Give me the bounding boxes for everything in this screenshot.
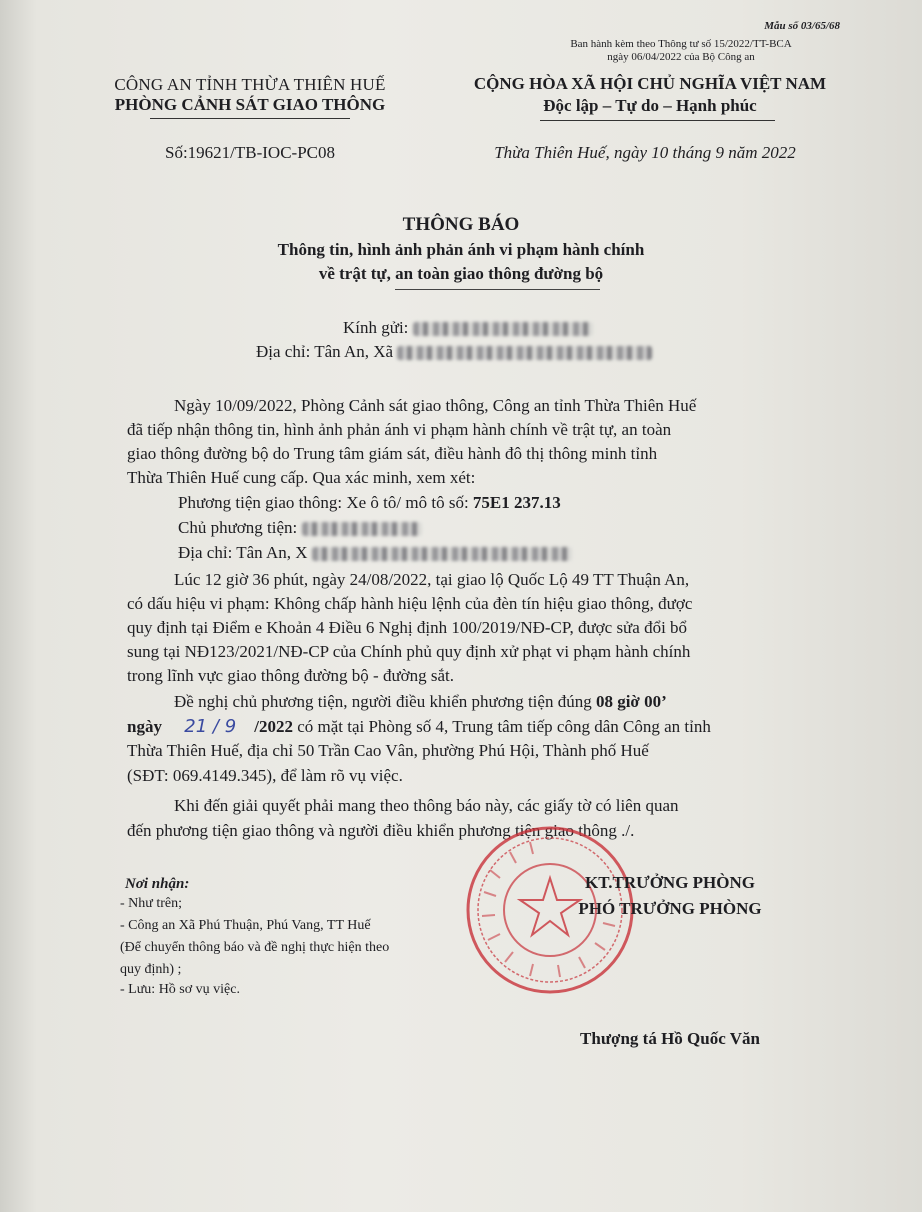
agency-name: PHÒNG CẢNH SÁT GIAO THÔNG [114, 95, 386, 114]
motto: Độc lập – Tự do – Hạnh phúc [543, 96, 757, 115]
redacted-address [397, 346, 652, 360]
vehicle-line [178, 493, 890, 513]
address-label: Địa chỉ: Tân An, Xã [256, 342, 394, 361]
signature-subtitle: PHÓ TRƯỞNG PHÒNG [578, 899, 762, 918]
body-line: giao thông đường bộ do Trung tâm giám sát, điều hành đô thị thông minh tỉnh [127, 444, 658, 463]
body-line: trong lĩnh vực giao thông đường bộ - đường sắt. [127, 666, 455, 685]
recipients-title: Nơi nhận: [125, 876, 190, 892]
body-line [174, 692, 886, 712]
recipients-item: (Để chuyển thông báo và đề nghị thực hiện theo [120, 940, 390, 955]
handwritten-date: 21 / 9 [184, 716, 237, 737]
body-line: sung tại NĐ123/2021/NĐ-CP của Chính phủ quy định xử phạt vi phạm hành chính [127, 642, 691, 661]
signer-name: Thượng tá Hồ Quốc Văn [580, 1029, 760, 1048]
country-name: CỘNG HÒA XÃ HỘI CHỦ NGHĨA VIỆT NAM [473, 74, 827, 93]
divider [540, 120, 775, 121]
vehicle-label: Phương tiện giao thông: Xe ô tô/ mô tô số: [178, 493, 469, 512]
body-text: Đề nghị chủ phương tiện, người điều khiển phương tiện đúng [174, 692, 592, 711]
divider [395, 289, 600, 290]
body-line: có dấu hiệu vi phạm: Không chấp hành hiệu lệnh của đèn tín hiệu giao thông, được [127, 594, 693, 613]
body-line: Khi đến giải quyết phải mang theo thông báo này, các giấy tờ có liên quan [174, 796, 679, 815]
body-line: đã tiếp nhận thông tin, hình ảnh phản ánh vi phạm hành chính về trật tự, an toàn [127, 420, 672, 439]
day-label: ngày [127, 717, 162, 736]
redacted-name [413, 322, 593, 336]
document-number: Số:19621/TB-IOC-PC08 [164, 143, 336, 162]
appointment-year: /2022 [254, 717, 293, 736]
recipient-label: Kính gửi: [343, 318, 409, 337]
body-text: có mặt tại Phòng số 4, Trung tâm tiếp công dân Công an tỉnh [297, 717, 711, 736]
document-title: THÔNG BÁO [402, 214, 520, 235]
recipients-item: - Như trên; [120, 896, 183, 911]
recipients-item: quy định) ; [120, 962, 182, 977]
document-subtitle: Thông tin, hình ảnh phản ánh vi phạm hành chính [277, 240, 645, 259]
agency-parent: CÔNG AN TỈNH THỪA THIÊN HUẾ [114, 75, 386, 94]
appointment-time: 08 giờ 00’ [595, 692, 667, 711]
body-line: Thừa Thiên Huế cung cấp. Qua xác minh, xem xét: [127, 468, 476, 487]
recipient-address [256, 342, 736, 362]
redacted-owner [302, 522, 422, 536]
divider [150, 118, 350, 119]
signature-title: KT.TRƯỞNG PHÒNG [585, 873, 755, 892]
recipient-line [343, 318, 763, 338]
owner-line [178, 518, 890, 538]
form-note: ngày 06/04/2022 của Bộ Công an [607, 51, 755, 63]
place-date: Thừa Thiên Huế, ngày 10 tháng 9 năm 2022 [494, 143, 796, 162]
body-line [127, 716, 839, 737]
body-line: đến phương tiện giao thông và người điều khiển phương tiện giao thông ./. [127, 821, 635, 840]
vehicle-plate: 75E1 237.13 [472, 493, 561, 512]
recipients-item: - Công an Xã Phú Thuận, Phú Vang, TT Huế [120, 918, 371, 933]
body-line: Ngày 10/09/2022, Phòng Cảnh sát giao thông, Công an tỉnh Thừa Thiên Huế [174, 396, 697, 415]
body-line: quy định tại Điểm e Khoản 4 Điều 6 Nghị định 100/2019/NĐ-CP, được sửa đổi bổ [127, 618, 688, 637]
body-line: Thừa Thiên Huế, địa chỉ 50 Trần Cao Vân, phường Phú Hội, Thành phố Huế [127, 741, 649, 760]
owner-label: Chủ phương tiện: [178, 518, 298, 537]
owner-address-line [178, 543, 890, 563]
recipients-item: - Lưu: Hồ sơ vụ việc. [120, 982, 240, 997]
form-note: Ban hành kèm theo Thông tư số 15/2022/TT-BCA [570, 38, 792, 50]
owner-address-label: Địa chỉ: Tân An, X [178, 543, 308, 562]
redacted-owner-address [312, 547, 572, 561]
body-line: Lúc 12 giờ 36 phút, ngày 24/08/2022, tại giao lộ Quốc Lộ 49 TT Thuận An, [174, 570, 690, 589]
body-line: (SĐT: 069.4149.345), để làm rõ vụ việc. [127, 766, 403, 785]
document-subtitle: về trật tự, an toàn giao thông đường bộ [318, 264, 604, 283]
form-number: Mẫu số 03/65/68 [764, 20, 840, 32]
